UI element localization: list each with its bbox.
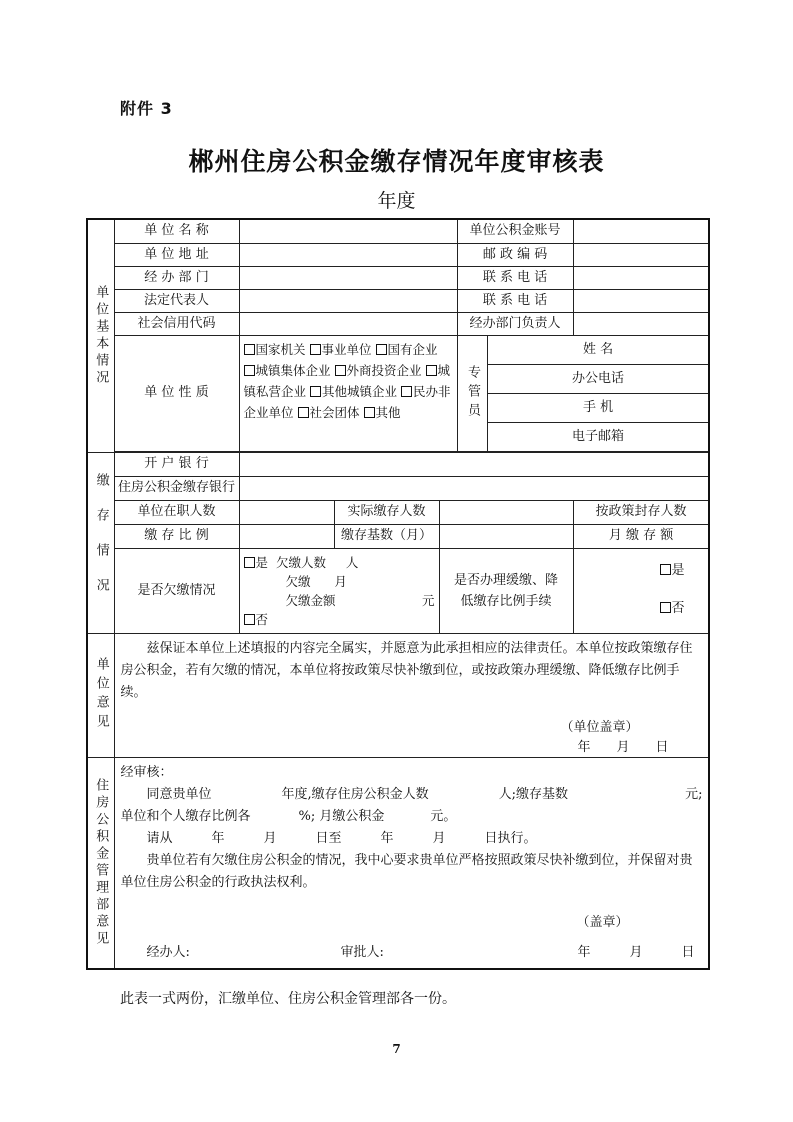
- label-legal-rep: 法定代表人: [114, 289, 239, 312]
- checkbox-icon: [310, 344, 321, 355]
- checkbox-icon: [244, 614, 255, 625]
- approver-label: 审批人:: [340, 944, 384, 960]
- label-fund-bank: 住房公积金缴存银行: [114, 476, 239, 500]
- label-employees: 单位在职人数: [114, 500, 239, 524]
- label-manager-name: 姓 名: [487, 335, 709, 364]
- management-seal: （盖章）: [576, 914, 629, 930]
- option-state-enterprise[interactable]: 国有企业: [376, 342, 438, 357]
- audit-form-table: [86, 218, 710, 970]
- label-dept-head: 经办部门负责人: [457, 312, 573, 335]
- option-foreign-enterprise[interactable]: 外商投资企业: [335, 363, 422, 378]
- attachment-label: 附件 3: [120, 99, 173, 118]
- option-collective-enterprise[interactable]: 城镇集体企业: [244, 363, 331, 378]
- label-mobile: 手 机: [487, 393, 709, 422]
- option-state-organ[interactable]: 国家机关: [244, 342, 306, 357]
- field-legal-rep[interactable]: [239, 289, 457, 312]
- field-actual-payers[interactable]: [439, 500, 573, 524]
- option-deferral-no[interactable]: 否: [660, 601, 685, 617]
- unit-opinion-date: 年 月 日: [577, 739, 669, 755]
- label-monthly-amount: 月 缴 存 额: [573, 524, 709, 548]
- execution-period: 请从 年 月 日至 年 月 日执行。: [146, 830, 537, 846]
- arrears-details: 是 欠缴人数 人 欠缴 月 欠缴金额 元 否: [239, 548, 439, 633]
- nature-options: [239, 335, 457, 451]
- reviewed-label: 经审核：: [120, 764, 173, 780]
- label-manager-side: 专管员: [457, 335, 487, 451]
- page-number: 7: [392, 1042, 401, 1056]
- checkbox-icon: [660, 564, 671, 575]
- field-phone-2[interactable]: [573, 289, 709, 312]
- label-phone-1: 联 系 电 话: [457, 266, 573, 289]
- label-office-phone: 办公电话: [487, 364, 709, 393]
- field-employees[interactable]: [239, 500, 334, 524]
- checkbox-icon: [244, 557, 255, 568]
- checkbox-icon: [244, 365, 255, 376]
- unit-seal: （单位盖章）: [560, 719, 639, 735]
- field-unit-name[interactable]: [239, 219, 457, 243]
- checkbox-icon: [310, 386, 321, 397]
- option-deferral-yes[interactable]: 是: [660, 563, 685, 579]
- management-opinion-text: 贵单位若有欠缴住房公积金的情况，我中心要求贵单位严格按照政策尽快补缴到位，并保留对贵单位住房公积金的行政执法权利。: [120, 852, 693, 890]
- option-private-enterprise[interactable]: 城镇私营企业: [243, 362, 451, 399]
- unit-opinion-box: [114, 633, 709, 757]
- field-credit-code[interactable]: [239, 312, 457, 335]
- checkbox-icon: [426, 365, 437, 376]
- section-side-contribution: 缴存情况: [87, 452, 114, 633]
- section-side-unit-opinion: 单位意见: [87, 633, 114, 757]
- label-actual-payers: 实际缴存人数: [334, 500, 439, 524]
- label-sealed: 按政策封存人数: [573, 500, 709, 524]
- field-address[interactable]: [239, 243, 457, 266]
- label-phone-2: 联 系 电 话: [457, 289, 573, 312]
- option-arrears-no[interactable]: 否: [244, 612, 269, 627]
- label-base: 缴存基数（月）: [334, 524, 439, 548]
- label-email: 电子邮箱: [487, 422, 709, 451]
- option-private-nonenterprise[interactable]: 民办非企业单位: [243, 383, 451, 420]
- field-phone-1[interactable]: [573, 266, 709, 289]
- footer-note: 此表一式两份，汇缴单位、住房公积金管理部各一份。: [120, 991, 456, 1007]
- checkbox-icon: [364, 407, 375, 418]
- label-ratio: 缴 存 比 例: [114, 524, 239, 548]
- section-side-management-opinion: 住房公积金管理部意见: [87, 757, 114, 969]
- checkbox-icon: [298, 407, 309, 418]
- checkbox-icon: [660, 602, 671, 613]
- section-side-basic-info: 单位基本情况: [87, 219, 114, 452]
- label-unit-nature: 单 位 性 质: [114, 335, 239, 451]
- label-arrears: 是否欠缴情况: [114, 548, 239, 633]
- label-postcode: 邮 政 编 码: [457, 243, 573, 266]
- form-title: 郴州住房公积金缴存情况年度审核表: [188, 147, 605, 176]
- field-postcode[interactable]: [573, 243, 709, 266]
- checkbox-icon: [335, 365, 346, 376]
- field-base[interactable]: [439, 524, 573, 548]
- form-subtitle: 年度: [377, 190, 416, 212]
- label-unit-name: 单 位 名 称: [114, 219, 239, 243]
- deferral-options: [573, 548, 709, 633]
- field-bank[interactable]: [239, 452, 709, 476]
- label-deferral: 是否办理缓缴、降低缴存比例手续: [439, 548, 573, 633]
- label-account-no: 单位公积金账号: [457, 219, 573, 243]
- management-date: 年 月 日: [577, 944, 695, 960]
- option-arrears-yes[interactable]: 是: [244, 555, 269, 570]
- field-fund-bank[interactable]: [239, 476, 709, 500]
- checkbox-icon: [376, 344, 387, 355]
- option-other-enterprise[interactable]: 其他城镇企业: [310, 384, 397, 399]
- checkbox-icon: [244, 344, 255, 355]
- field-ratio[interactable]: [239, 524, 334, 548]
- label-dept: 经 办 部 门: [114, 266, 239, 289]
- option-other[interactable]: 其他: [364, 405, 401, 420]
- label-address: 单 位 地 址: [114, 243, 239, 266]
- option-public-institution[interactable]: 事业单位: [310, 342, 372, 357]
- label-credit-code: 社会信用代码: [114, 312, 239, 335]
- handler-label: 经办人:: [146, 944, 190, 960]
- unit-opinion-text: 兹保证本单位上述填报的内容完全属实，并愿意为此承担相应的法律责任。本单位按政策缴存住房公积金，若有欠缴的情况，本单位将按政策尽快补缴到位，或按政策办理缓缴、降低缴存比例手续。: [120, 640, 693, 700]
- checkbox-icon: [401, 386, 412, 397]
- field-account-no[interactable]: [573, 219, 709, 243]
- management-opinion-box: 经审核： 同意贵单位 年度,缴存住房公积金人数 人;缴存基数 元; 单位和个人缴存比例各 %; 月缴公积金 元。 请从 年 月 日至 年 月 日执行。 贵单位若有欠缴住房公积金的情况，我中心要求贵单位严格按照政策尽快补缴到位，并保留对贵单位住房公积金的行政执法权利。 （盖章） 经办人: 审批人: 年 月 日: [114, 757, 709, 969]
- label-bank: 开 户 银 行: [114, 452, 239, 476]
- field-dept[interactable]: [239, 266, 457, 289]
- option-social-group[interactable]: 社会团体: [298, 405, 360, 420]
- field-dept-head[interactable]: [573, 312, 709, 335]
